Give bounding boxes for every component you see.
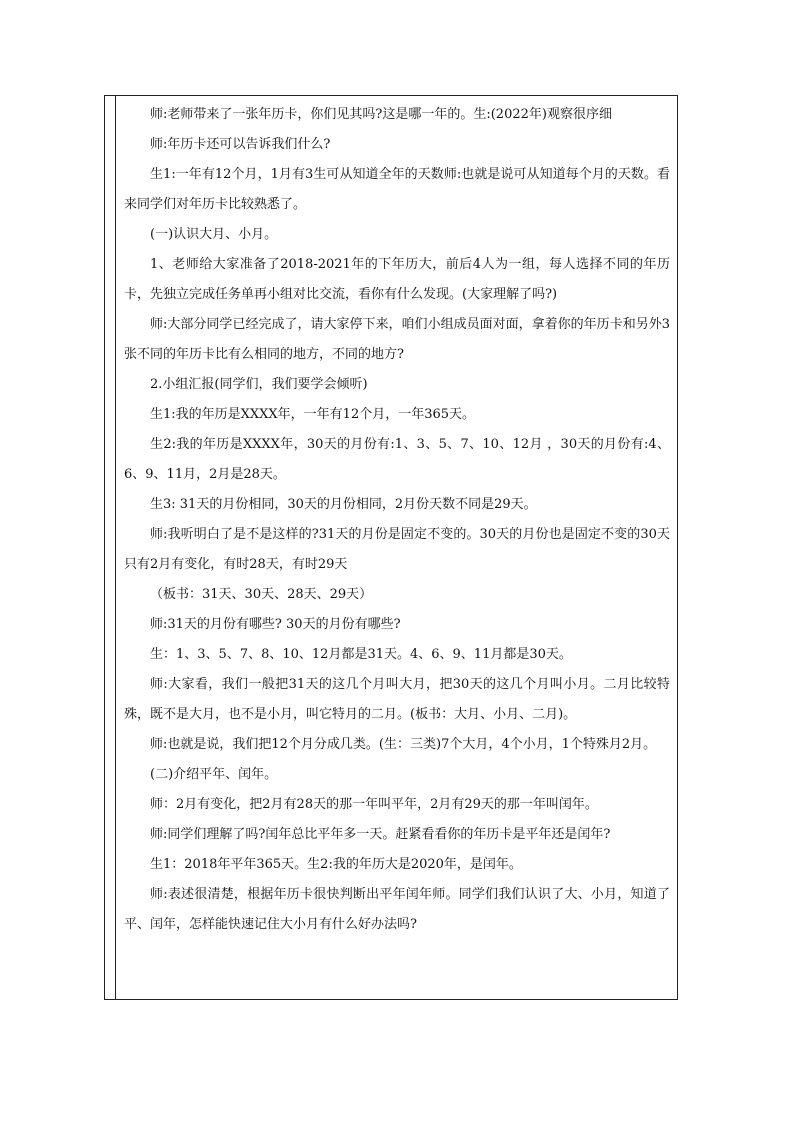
paragraph: 2.小组汇报(同学们，我们要学会倾听) [150, 377, 368, 392]
paragraph: 师:也就是说，我们把12个月分成几类。(生：三类)7个大月，4个小月，1个特殊月2月。 [150, 737, 657, 752]
paragraph: 生1:我的年历是XXXX年，一年有12个月，一年365天。 [150, 407, 476, 422]
board-note: （板书：31天、30天、28天、29天） [150, 587, 373, 602]
section-heading: (二)介绍平年、闰年。 [150, 767, 278, 782]
paragraph: 生1：2018年平年365天。生2:我的年历大是2020年，是闰年。 [150, 857, 522, 872]
paragraph: 师:我听明白了是不是这样的?31天的月份是固定不变的。30天的月份也是固定不变的30天只有2月有变化，有时28天，有时29天 [124, 527, 670, 572]
paragraph: 师:表述很清楚，根据年历卡很快判断出平年闰年师。同学们我们认识了大、小月，知道了平、闰年，怎样能快速记住大小月有什么好办法吗? [124, 887, 670, 932]
paragraph: 师:同学们理解了吗?闰年总比平年多一天。赶紧看看你的年历卡是平年还是闰年? [150, 827, 611, 842]
paragraph: 师：2月有变化，把2月有28天的那一年叫平年，2月有29天的那一年叫闰年。 [150, 797, 598, 812]
paragraph: 师:31天的月份有哪些? 30天的月份有哪些? [150, 617, 401, 632]
paragraph: 生2:我的年历是XXXX年，30天的月份有:1、3、5、7、10、12月 ，30天的月份有:4、6、9、11月，2月是28天。 [124, 437, 670, 482]
paragraph: 生1:一年有12个月，1月有3生可从知道全年的天数师:也就是说可从知道每个月的天数。看来同学们对年历卡比较熟悉了。 [124, 167, 670, 212]
paragraph: 师:年历卡还可以告诉我们什么? [150, 137, 331, 152]
paragraph: 师:大部分同学已经完成了，请大家停下来，咱们小组成员面对面，拿着你的年历卡和另外3张不同的年历卡比有么相同的地方，不同的地方? [124, 317, 670, 362]
section-heading: (一)认识大月、小月。 [150, 227, 278, 242]
paragraph: 师:老师带来了一张年历卡，你们见其吗?这是哪一年的。生:(2022年)观察很序细 [150, 107, 612, 122]
paragraph: 师:大家看，我们一般把31天的这几个月叫大月，把30天的这几个月叫小月。二月比较特殊，既不是大月，也不是小月，叫它特月的二月。(板书：大月、小月、二月)。 [124, 677, 670, 722]
paragraph: 生3: 31天的月份相同，30天的月份相同，2月份天数不同是29天。 [150, 497, 537, 512]
lesson-content [114, 100, 676, 995]
paragraph: 生：1、3、5、7、8、10、12月都是31天。4、6、9、11月都是30天。 [150, 647, 572, 662]
paragraph: 1、老师给大家准备了2018-2021年的下年历大，前后4人为一组，每人选择不同的年历卡，先独立完成任务单再小组对比交流，看你有什么发现。(大家理解了吗?) [124, 257, 670, 302]
